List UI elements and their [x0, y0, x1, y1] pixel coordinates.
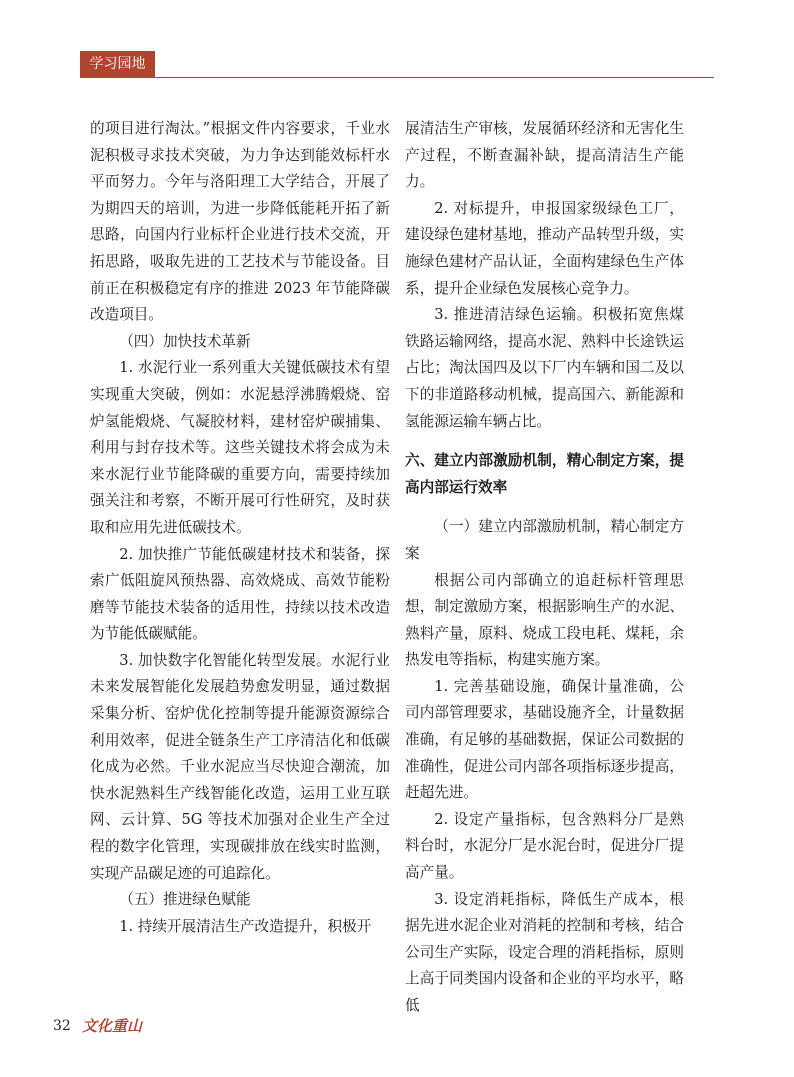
paragraph: （四）加快技术革新 — [119, 332, 251, 350]
paragraph: 3. 加快数字化智能化转型发展。水泥行业未来发展智能化发展趋势愈发明显，通过数据采集分析、窑炉优化控制等提升能源资源综合利用效率，促进全链条生产工序清洁化和低碳化成为必然。千业水泥应当尽快迎合潮流，加快水泥熟料生产线智能化改造，运用工业互联网、云计算、5G 等技术加强对企业生产全过程的数字化管理，实现碳排放在线实时监测，实现产品碳足迹的可追踪化。 — [90, 651, 390, 882]
spacer — [405, 435, 684, 448]
paragraph: 3. 设定消耗指标，降低生产成本，根据先进水泥企业对消耗的控制和考核，结合公司生产实际，设定合理的消耗指标，原则上高于同类国内设备和企业的平均水平，略低 — [405, 890, 684, 1014]
spacer — [405, 501, 684, 514]
paragraph: 2. 加快推广节能低碳建材技术和装备，探索广低阻旋风预热器、高效烧成、高效节能粉磨等节能技术装备的适用性，持续以技术改造为节能低碳赋能。 — [90, 545, 390, 643]
paragraph: （一）建立内部激励机制，精心制定方案 — [405, 518, 684, 562]
paragraph: 1. 完善基础设施，确保计量准确，公司内部管理要求，基础设施齐全，计量数据准确，有足够的基础数据，保证公司数据的准确性，促进公司内部各项指标逐步提高，赶超先进。 — [405, 677, 684, 802]
paragraph: （五）推进绿色赋能 — [119, 891, 251, 909]
paragraph: 3. 推进清洁绿色运输。积极拓宽焦煤铁路运输网络，提高水泥、熟料中长途铁运占比；淘汰国四及以下厂内车辆和国二及以下的非道路移动机械，提高国六、新能源和氢能源运输车辆占比。 — [405, 306, 684, 430]
paragraph: 的项目进行淘汰。”根据文件内容要求，千业水泥积极寻求技术突破，为力争达到能效标杆水平而努力。今年与洛阳理工大学结合，开展了为期四天的培训，为进一步降低能耗开拓了新思路，向国内行业标杆企业进行技术交流，开拓思路，吸取先进的工艺技术与节能设备。目前正在积极稳定有序的推进 2023 年节能降碳改造项目。 — [90, 120, 390, 324]
paragraph: 展清洁生产审核，发展循环经济和无害化生产过程，不断查漏补缺，提高清洁生产能力。 — [405, 120, 684, 191]
paragraph: 根据公司内部确立的追赶标杆管理思想，制定激励方案，根据影响生产的水泥、熟料产量，原料、烧成工段电耗、煤耗，余热发电等指标，构建实施方案。 — [405, 571, 684, 669]
paragraph: 2. 设定产量指标，包含熟料分厂是熟料台时，水泥分厂是水泥台时，促进分厂提高产量。 — [405, 810, 684, 882]
right-column — [405, 116, 684, 1020]
section-tag: 学习园地 — [80, 51, 155, 77]
header-rule — [80, 77, 714, 78]
magazine-logo: 文化重山 — [82, 1017, 143, 1035]
paragraph: 1. 持续开展清洁生产改造提升，积极开 — [119, 917, 372, 935]
paragraph: 2. 对标提升，申报国家级绿色工厂，建设绿色建材基地，推动产品转型升级，实施绿色建材产品认证，全面构建绿色生产体系，提升企业绿色发展核心竞争力。 — [405, 199, 684, 297]
page-number: 32 — [53, 1018, 71, 1034]
paragraph: 1. 水泥行业一系列重大关键低碳技术有望实现重大突破，例如：水泥悬浮沸腾煅烧、窑炉氢能煅烧、气凝胶材料，建材窑炉碳捕集、利用与封存技术等。这些关键技术将会成为未来水泥行业节能降碳的重要方向，需要持续加强关注和考察，不断开展可行性研究，及时获取和应用先进低碳技术。 — [90, 359, 390, 536]
left-column — [90, 116, 390, 940]
section-heading: 六、建立内部激励机制，精心制定方案，提高内部运行效率 — [405, 452, 684, 496]
